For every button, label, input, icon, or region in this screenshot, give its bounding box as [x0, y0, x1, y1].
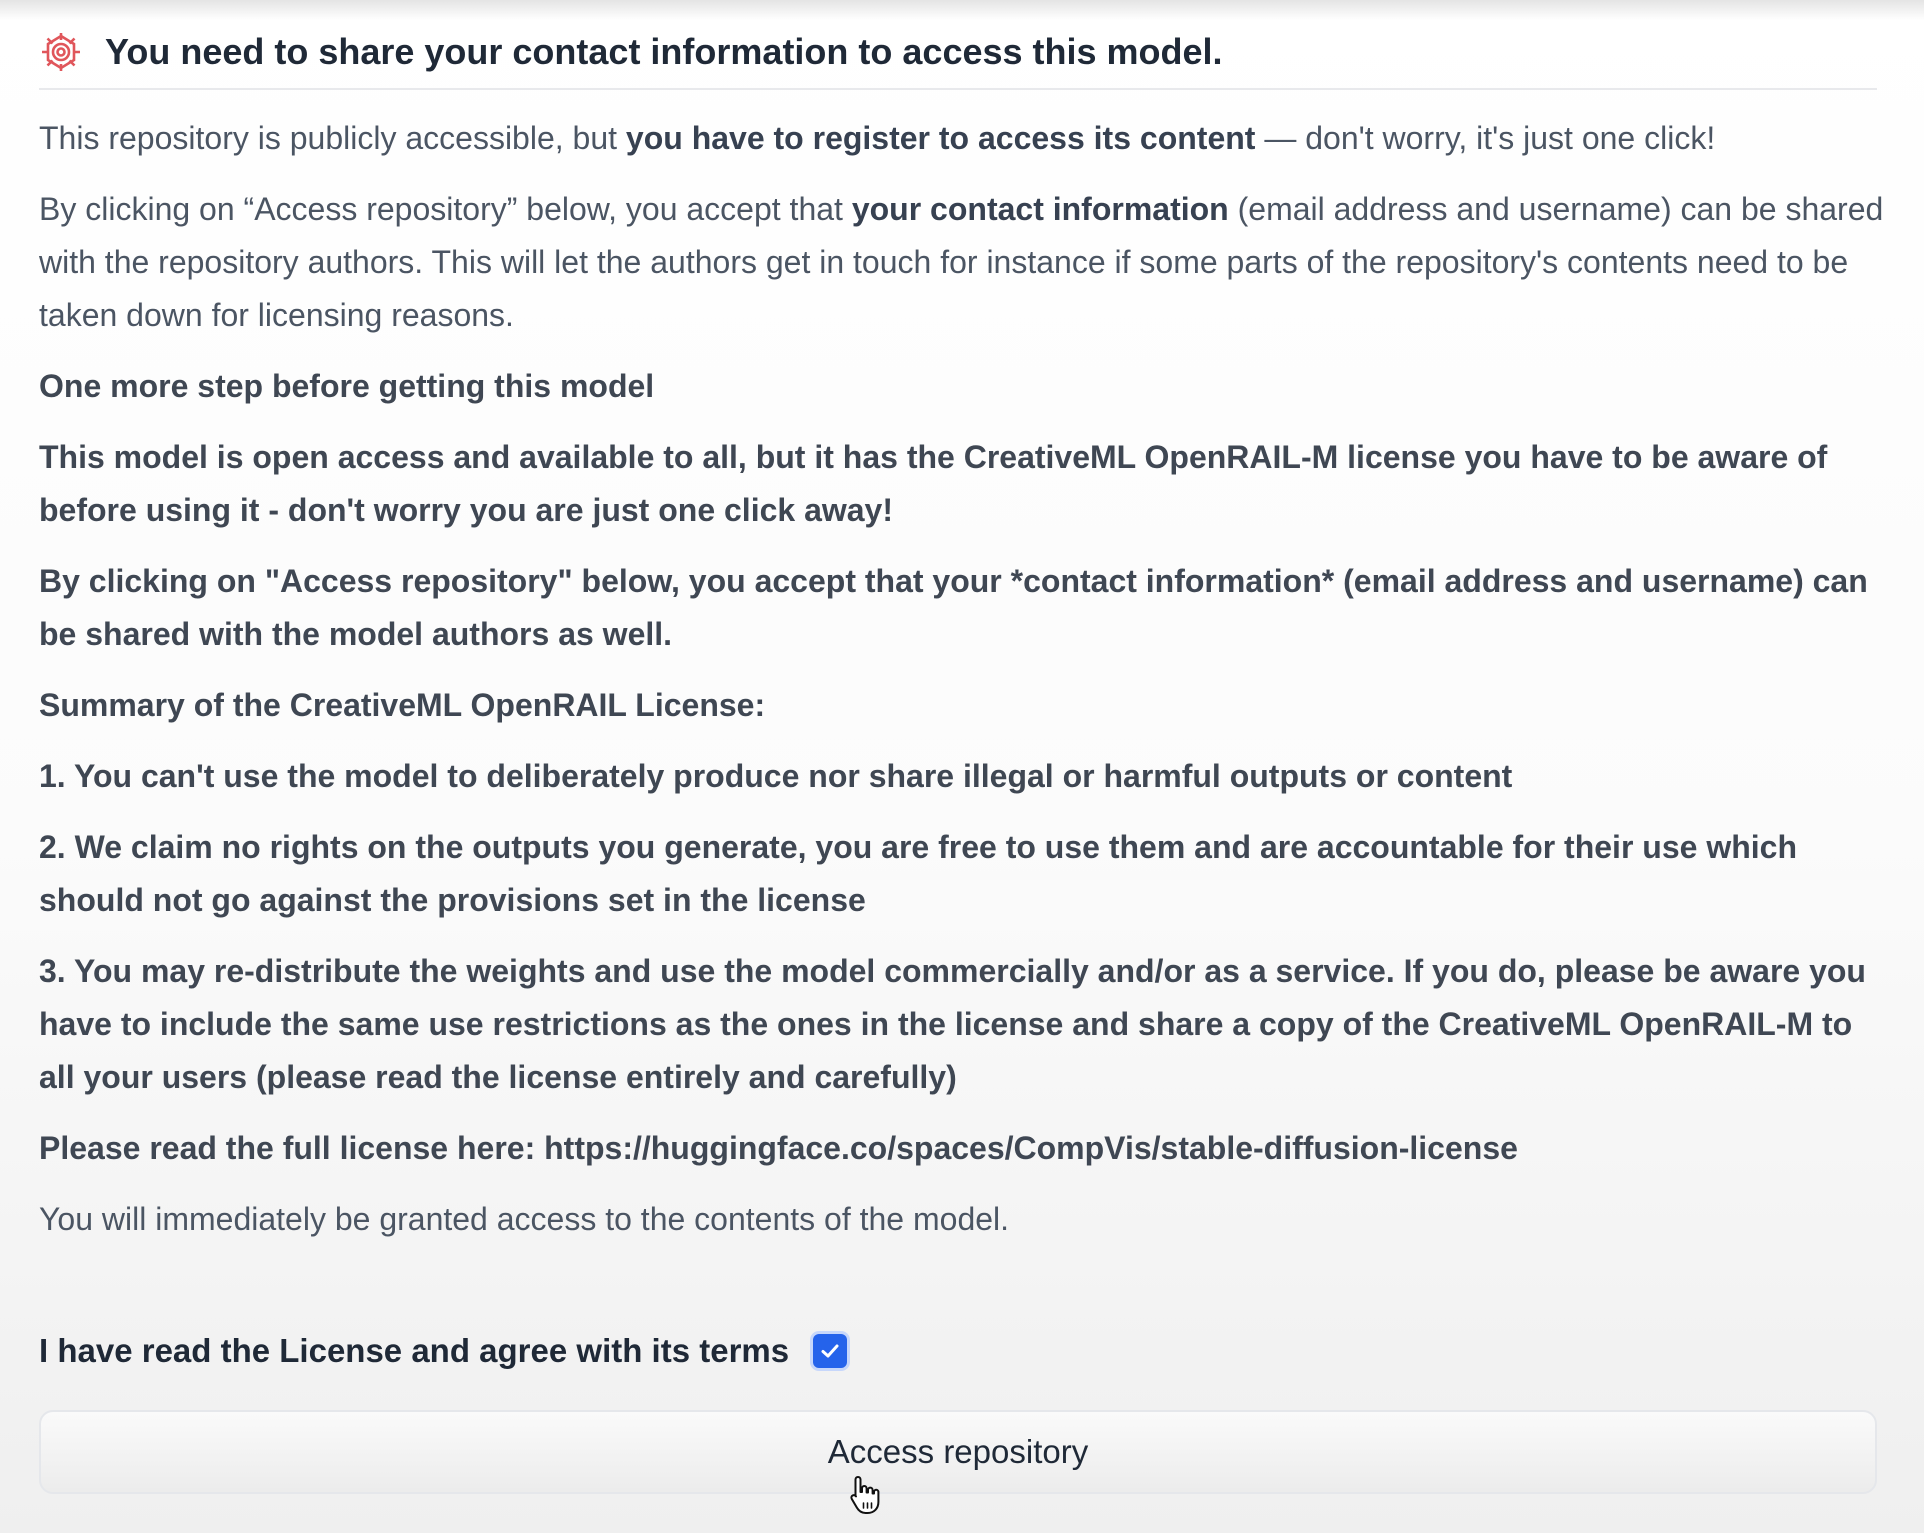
gate-title: You need to share your contact information to access this model. [105, 31, 1223, 72]
access-repository-button[interactable] [39, 1410, 1877, 1494]
model-contact-notice: By clicking on "Access repository" below, you accept that your *contact information* (email address and username) can be shared with the model authors as well. [39, 563, 1868, 652]
license-point-3: 3. You may re-distribute the weights and use the model commercially and/or as a service. If you do, please be aware you have to include the same use restrictions as the ones in the license and share a copy of the CreativeML OpenRAIL-M to all your users (please read the license entirely and carefully) [39, 953, 1866, 1095]
contact-sharing-notice: By clicking on “Access repository” below, you accept that your contact information (email address and username) can be shared with the repository authors. This will let the authors get in touch for instance if some parts of the repository's contents need to be taken down for licensing reasons. [39, 191, 1884, 333]
register-notice: This repository is publicly accessible, but you have to register to access its content — don't worry, it's just one click! [39, 120, 1716, 156]
one-more-step-heading: One more step before getting this model [39, 368, 655, 404]
license-agreement-row [39, 1325, 847, 1377]
license-summary-heading: Summary of the CreativeML OpenRAIL License: [39, 687, 766, 723]
license-point-1: 1. You can't use the model to deliberately produce nor share illegal or harmful outputs or content [39, 758, 1513, 794]
immediate-access-notice: You will immediately be granted access to the contents of the model. [39, 1201, 1010, 1237]
agree-checkbox[interactable] [813, 1334, 847, 1368]
gate-content [39, 112, 1889, 1264]
full-license-link-text: Please read the full license here: https://huggingface.co/spaces/CompVis/stable-diffusion-license [39, 1130, 1518, 1166]
checkmark-icon [819, 1340, 841, 1362]
license-point-2: 2. We claim no rights on the outputs you generate, you are free to use them and are accountable for their use which should not go against the provisions set in the license [39, 829, 1797, 918]
gated-warning-icon [39, 30, 83, 74]
access-repository-label: Access repository [827, 1433, 1089, 1470]
open-access-notice: This model is open access and available to all, but it has the CreativeML OpenRAIL-M license you have to be aware of before using it - don't worry you are just one click away! [39, 439, 1828, 528]
hand-pointer-icon [848, 1474, 882, 1516]
gate-header [39, 16, 1877, 90]
agree-label: I have read the License and agree with its terms [39, 1332, 790, 1369]
